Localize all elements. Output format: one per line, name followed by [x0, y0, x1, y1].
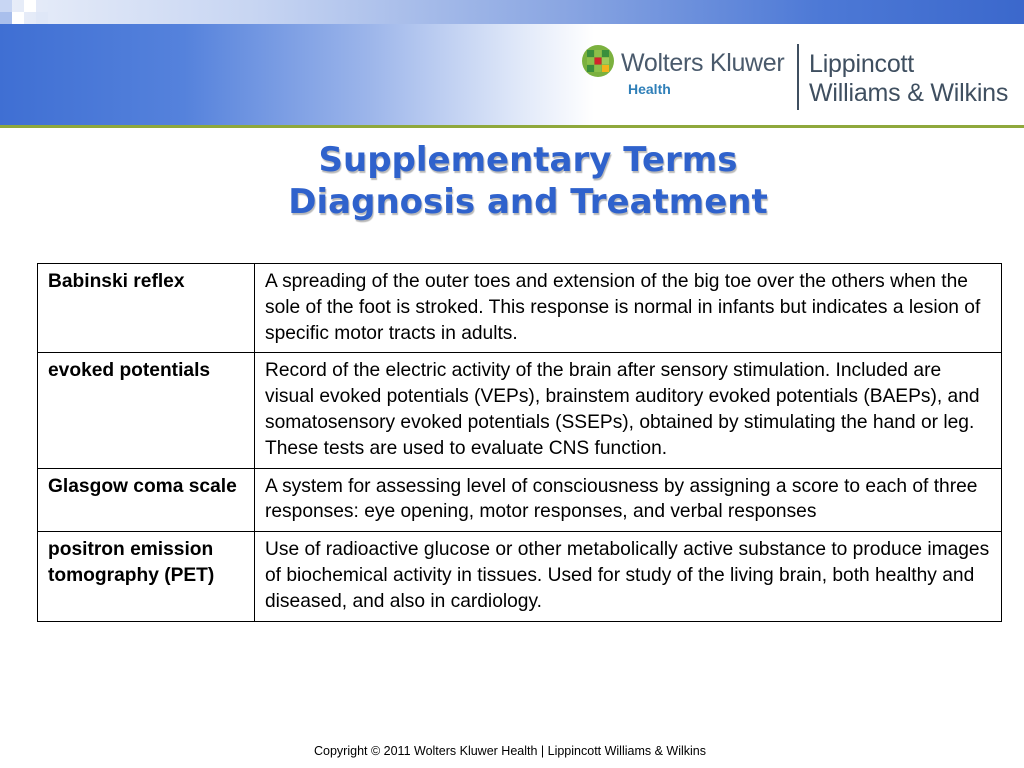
term-cell: evoked potentials: [38, 353, 255, 468]
division-name: Health: [628, 81, 671, 97]
header-rule: [0, 125, 1024, 128]
definition-cell: Use of radioactive glucose or other metabolically active substance to produce images of biochemical activity in tissues. Used for study of the living brain, both healthy and diseased, and also in cardiology.: [255, 532, 1002, 621]
title-line-2: Diagnosis and Treatment: [288, 182, 768, 222]
definition-cell: A system for assessing level of consciousness by assigning a score to each of three responses: eye opening, motor responses, and verbal responses: [255, 468, 1002, 532]
definition-cell: Record of the electric activity of the brain after sensory stimulation. Included are visual evoked potentials (VEPs), brainstem auditory evoked potentials (BAEPs), and somatosensory evoked potentials (SSEPs), obtained by stimulating the hand or leg. These tests are used to evaluate CNS function.: [255, 353, 1002, 468]
decor-square: [0, 0, 12, 12]
decor-square: [12, 12, 24, 24]
decor-square: [0, 12, 12, 24]
imprint-line-1: Lippincott: [809, 50, 915, 78]
wolters-kluwer-logo-icon: [581, 44, 615, 78]
imprint-line-2: Williams & Wilkins: [809, 79, 1009, 107]
logo-divider: [797, 44, 799, 110]
footer: [0, 744, 1024, 758]
table-row: [38, 264, 1002, 353]
publisher-logo: [581, 44, 1021, 112]
terms-table: [37, 263, 1002, 622]
decor-square: [24, 0, 36, 12]
table-row: [38, 353, 1002, 468]
term-cell: positron emission tomography (PET): [38, 532, 255, 621]
table-row: [38, 468, 1002, 532]
term-cell: Babinski reflex: [38, 264, 255, 353]
definition-cell: A spreading of the outer toes and extension of the big toe over the others when the sole of the foot is stroked. This response is normal in infants but indicates a lesion of specific motor tracts in adults.: [255, 264, 1002, 353]
decor-square: [36, 12, 48, 24]
title-line-1: Supplementary Terms: [318, 140, 738, 180]
header-top-strip: [0, 0, 1024, 24]
term-cell: Glasgow coma scale: [38, 468, 255, 532]
copyright-text: Copyright © 2011 Wolters Kluwer Health | Lippincott Williams & Wilkins: [314, 744, 706, 758]
slide-title: [0, 139, 1024, 223]
company-name: Wolters Kluwer: [621, 49, 785, 77]
table-row: [38, 532, 1002, 621]
